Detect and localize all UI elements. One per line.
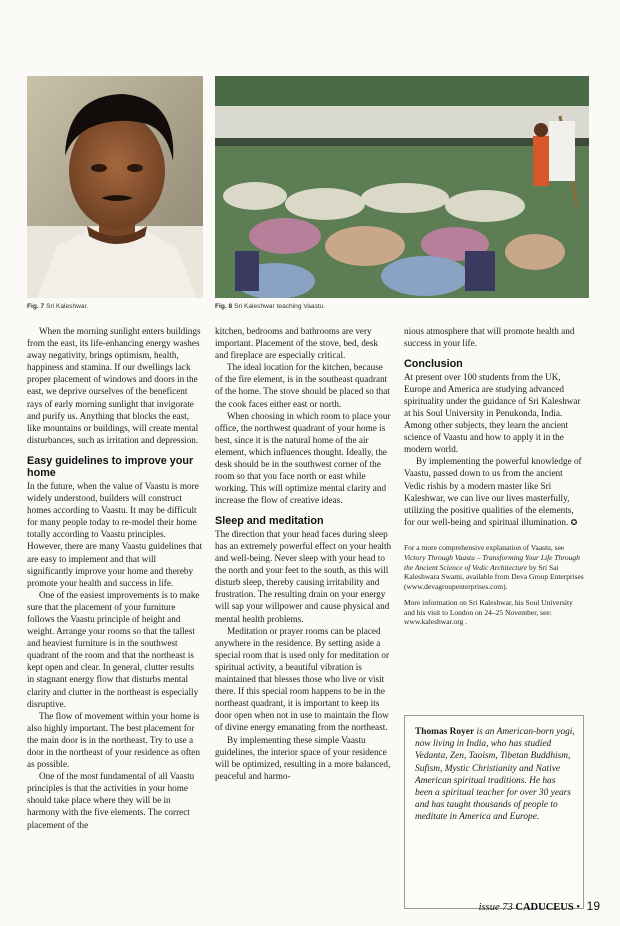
paragraph: Meditation or prayer rooms can be placed anywhere in the residence. By setting aside a special room that is used only for meditation or spiritual activity, a beautiful vibration is maintained that blesses those who live or visit there. If this special room happens to be in the northeast quadrant, it is important to keep its door open when not in use to maintain the flow of divine energy emanating from the northeast. xyxy=(215,625,390,733)
fig8-label: Fig. 8 xyxy=(215,303,233,310)
paragraph: nious atmosphere that will promote health and success in your life. xyxy=(404,326,575,349)
paragraph: When the morning sunlight enters buildings from the east, its life-enhancing energy washes away negativity, brings optimism, health, happiness and stamina. If our dwellings lack proper placement of windows and doors in the east, we deprive ourselves of the beneficent rays of early morning sunlight that invigorate and purify us. Anything that blocks the east, like mountains or buildings, will create mental disturbances, such as irritation and depression. xyxy=(27,326,201,445)
fig7-portrait-photo xyxy=(27,76,203,298)
paragraph: One of the easiest improvements is to make sure that the placement of your furniture follows the Vaastu principle of height and weight. Arrange your rooms so that the tallest and heaviest furniture is in the southwest quadrant of the room and that the northeast is kept open and clear. In general, clutter results in stagnant energy flow that disturbs mental clarity and clutter in the northeast is especially disruptive. xyxy=(27,589,200,709)
book-reference xyxy=(404,543,584,592)
author-bio-box xyxy=(404,715,584,909)
fig8-caption-text: Sri Kaleshwar teaching Vaastu. xyxy=(234,303,326,310)
issue-number: issue 73 xyxy=(478,902,513,913)
section-heading-sleep-meditation: Sleep and meditation xyxy=(215,515,324,528)
note-text: For a more comprehensive explanation of Vaastu, see xyxy=(404,542,565,552)
further-reading-note xyxy=(404,543,584,627)
paragraph: By implementing these simple Vaastu guidelines, the interior space of your residence will be optimized, resulting in a more balanced, peaceful and harmo- xyxy=(215,734,391,781)
fig7-caption xyxy=(27,303,88,310)
article-column-1 xyxy=(27,325,203,831)
fig8-caption xyxy=(215,303,325,310)
author-bio xyxy=(415,726,575,824)
book-title: Victory Through Vaastu – Transforming Your Life Through the Ancient Science of Vedic Architecture xyxy=(404,552,580,572)
fig7-caption-text: Sri Kaleshwar. xyxy=(46,303,89,310)
end-mark-icon: ✪ xyxy=(570,517,578,527)
fig7-label: Fig. 7 xyxy=(27,303,45,310)
paragraph: In the future, when the value of Vaastu is more widely understood, builders will construct homes according to Vaastu. It may be difficult for many people today to re-model their home totally according to Vaastu principles. However, there are many Vaastu guidelines that are easy to implement and that will significantly improve your home and thereby promote your health and success in life. xyxy=(27,480,203,588)
paragraph xyxy=(404,455,584,529)
paragraph: kitchen, bedrooms and bathrooms are very important. Placement of the stove, bed, desk and fireplace are especially critical. xyxy=(215,326,379,361)
paragraph: One of the most fundamental of all Vaastu principles is that the activities in your home should take place where they will be in harmony with the five elements. The correct placement of the xyxy=(27,771,195,830)
paragraph: The direction that your head faces during sleep has an extremely powerful effect on your health and well-being. Never sleep with your head to the north and your feet to the south, as this will disturb sleep, thereby causing irritability and frustration. The resulting drain on your energy will sap your willpower and cause physical and mental health problems. xyxy=(215,528,392,624)
article-column-3 xyxy=(404,325,584,627)
page-footer xyxy=(479,899,600,913)
group-class-illustration xyxy=(215,76,589,298)
section-heading-easy-guidelines: Easy guidelines to improve your home xyxy=(27,454,194,480)
section-heading-conclusion: Conclusion xyxy=(404,358,463,371)
paragraph: The flow of movement within your home is also highly important. The best placement for the main door is in the northeast. Try to use a door in the northeast of your residence as often as possible. xyxy=(27,710,200,770)
website-reference: More information on Sri Kaleshwar, his Soul University and his visit to London on 24–25 November, see: www.kaleshwar.org . xyxy=(404,597,573,627)
page-number: 19 xyxy=(586,899,600,913)
paragraph: When choosing in which room to place your office, the northwest quadrant of your home is best, since it is the natural home of the air element, which influences thought. Ideally, the desk should be in the southwest corner of the room so that you face north or east while working. This will optimize mental clarity and increase the flow of creative ideas. xyxy=(215,410,391,506)
footer-separator: • xyxy=(576,902,581,913)
note-text: by Sri Sai Kaleshwara Swami, available from Deva Group Enterprises (www.devagroupenterprises.com). xyxy=(404,562,584,592)
portrait-illustration xyxy=(27,76,203,298)
author-name: Thomas Royer xyxy=(415,727,475,737)
fig8-group-photo xyxy=(215,76,589,298)
article-column-2 xyxy=(215,325,392,782)
paragraph-text: By implementing the powerful knowledge of Vaastu, passed down to us from the ancient Vedic rishis by a modern master like Sri Kaleshwar, we can live our lives masterfully, utilizing the positive qualities of the elements, for our well-being and spiritual illumination. xyxy=(404,456,582,527)
author-bio-text: is an American-born yogi, now living in India, who has studied Vedanta, Zen, Taoism, Tibetan Buddhism, Sufism, Mystic Christianity and Native American spiritual traditions. He has been a spiritual teacher for over 30 years and has taught thousands of people to meditate in America and Europe. xyxy=(415,727,575,823)
paragraph: The ideal location for the kitchen, because of the fire element, is in the southeast quadrant of the home. The stove should be placed so that the cook faces either east or north. xyxy=(215,362,390,409)
magazine-name: CADUCEUS xyxy=(515,902,574,913)
paragraph: At present over 100 students from the UK, Europe and America are studying advanced spirituality under the guidance of Sri Kaleshwar at his Soul University in Penukonda, India. Among other subjects, they learn the ancient science of Vaastu and how to apply it in the modern world. xyxy=(404,371,581,455)
